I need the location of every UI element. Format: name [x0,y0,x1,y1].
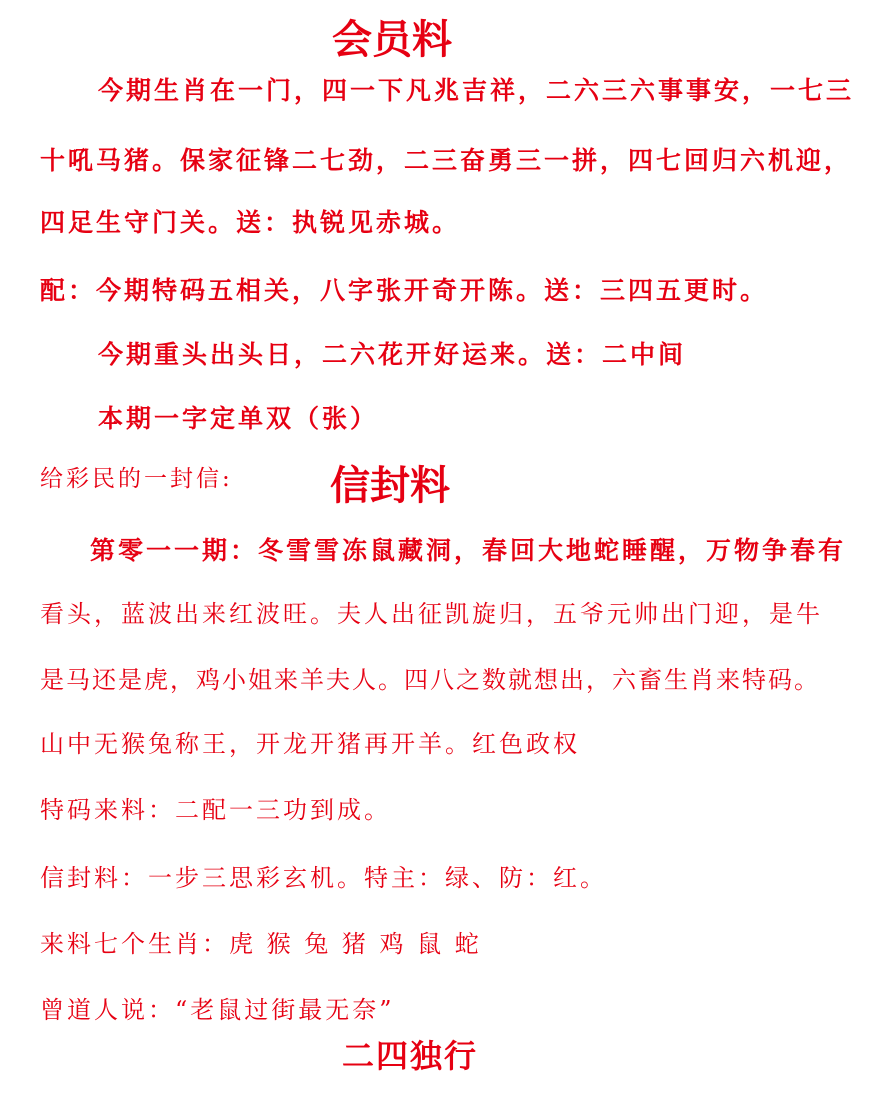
letter-intro: 给彩民的一封信: [40,466,233,492]
member-title: 会员料 [332,16,452,63]
member-line-2: 十吼马猪。保家征锋二七劲，二三奋勇三一拼，四七回归六机迎， [40,146,853,175]
letter-line-2: 看头，蓝波出来红波旺。夫人出征凯旋归，五爷元帅出门迎，是牛 [40,600,823,628]
member-line-5: 今期重头出头日，二六花开好运来。送：二中间 [98,340,687,369]
member-line-4: 配：今期特码五相关，八字张开奇开陈。送：三四五更时。 [40,276,769,305]
letter-title: 信封料 [330,462,450,509]
letter-line-7: 来料七个生肖：虎 猴 兔 猪 鸡 鼠 蛇 [40,930,482,958]
footer-title: 二四独行 [342,1037,479,1075]
letter-line-3: 是马还是虎，鸡小姐来羊夫人。四八之数就想出，六畜生肖来特码。 [40,666,820,694]
letter-line-6: 信封料：一步三思彩玄机。特主：绿、防：红。 [40,864,607,892]
member-line-6: 本期一字定单双（张） [98,404,379,433]
member-line-1: 今期生肖在一门，四一下凡兆吉祥，二六三六事事安，一七三 [98,76,855,105]
letter-line-1: 第零一一期：冬雪雪冻鼠藏洞，春回大地蛇睡醒，万物争春有 [90,536,847,565]
letter-line-5: 特码来料：二配一三功到成。 [40,796,391,824]
member-line-3: 四足生守门关。送：执锐见赤城。 [40,208,461,237]
letter-line-4: 山中无猴兔称王，开龙开猪再开羊。红色政权 [40,730,580,758]
letter-line-8: 曾道人说：“老鼠过街最无奈” [40,996,395,1024]
